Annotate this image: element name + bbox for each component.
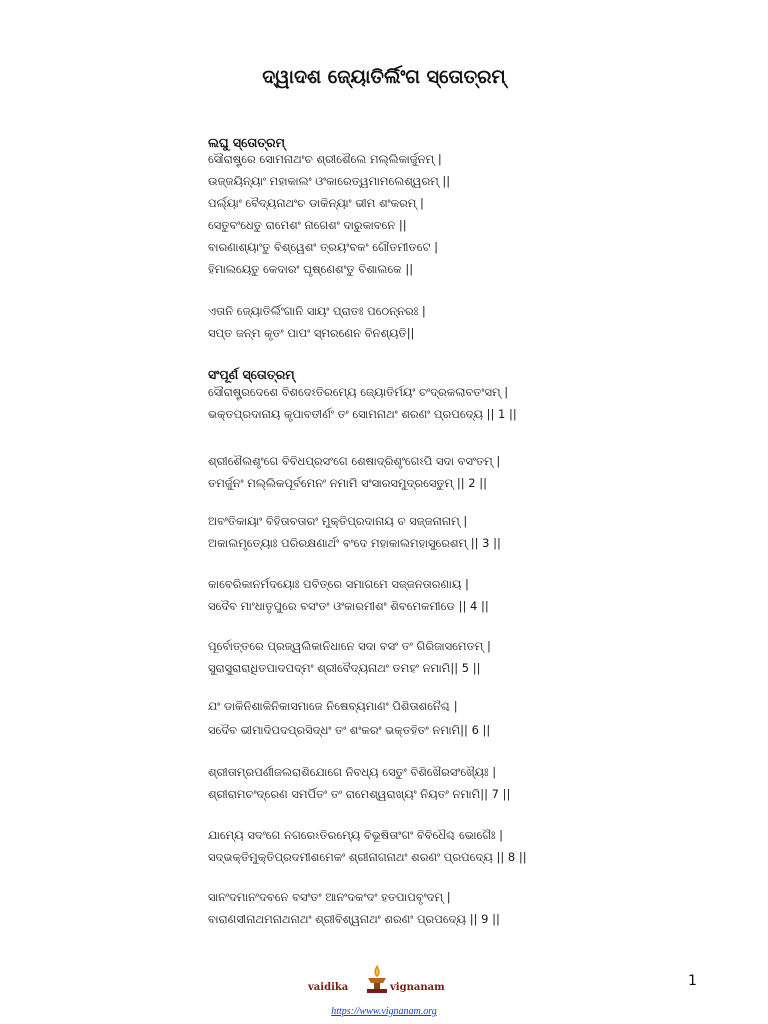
page-title: ଦ୍ୱାଦଶ ଜ୍ୟୋତିର୍ଲିଂଗ ସ୍ତୋତ୍ରମ୍: [262, 66, 506, 88]
vignanam-logo: [308, 964, 460, 1006]
verse-line: ଶ୍ରୀରାମଚଂଦ୍ରେଣ ସମର୍ପିତଂ ତଂ ରାମେଶ୍ୱରାଖ୍ୟଂ ନିୟତଂ ନମାମି|| 7 ||: [208, 787, 511, 801]
verse-line: ପୂର୍ବୋତ୍ତରେ ପ୍ରଜ୍ୱଲିକାନିଧାନେ ସଦା ବସଂ ତଂ ଗିରିଜାସମେତମ୍ |: [208, 639, 491, 653]
verse-line: ଏତାନି ଜ୍ୟୋତିର୍ଲିଂଗାନି ସାୟଂ ପ୍ରାତଃ ପଠେନ୍ନରଃ |: [208, 304, 426, 318]
logo-text-left: vaidika: [308, 982, 349, 993]
footer-link[interactable]: https://www.vignanam.org: [331, 1006, 437, 1017]
section-heading-laghu: ଲଘୁ ସ୍ତୋତ୍ରମ୍: [208, 135, 286, 150]
verse-line: ଭକ୍ତପ୍ରଦାନାୟ କୃପାବତୀର୍ଣଂ ତଂ ସୋମନାଥଂ ଶରଣଂ ପ୍ରପଦ୍ୟେ || 1 ||: [208, 407, 517, 421]
verse-line: ସୌରାଷ୍ଟ୍ରେ ସୋମନାଥଂଚ ଶ୍ରୀଶୈଲେ ମଲ୍ଲିକାର୍ଜୁନମ୍ |: [208, 152, 442, 166]
verse-line: ବାରଣାଶ୍ୟାଂତୁ ବିଶ୍ୱେଶଂ ତ୍ରୟଂବକଂ ଗୌତମୀତଟେ |: [208, 240, 438, 254]
verse-line: ଯାମ୍ୟେ ସଦଂଗେ ନଗରେଽତିରମ୍ୟେ ବିଭୂଷିତାଂଗଂ ବିବିଧୈଶ୍ଚ ଭୋଗୈଃ |: [208, 828, 504, 842]
verse-line: ଶ୍ରୀଶୈଲଶୃଂଗେ ବିବିଧପ୍ରସଂଗେ ଶେଷାଦ୍ରିଶୃଂଗେଽପି ସଦା ବସଂତମ୍ |: [208, 454, 501, 468]
verse-line: ସେତୁବଂଧେତୁ ରାମେଶଂ ନାଗେଶଂ ଦାରୁକାବନେ ||: [208, 218, 407, 232]
page-number: 1: [688, 973, 697, 989]
logo-text-right: vignanam: [390, 982, 445, 993]
verse-line: ସପ୍ତ ଜନ୍ମ କୃତଂ ପାପଂ ସ୍ମରଣେନ ବିନଶ୍ୟତି||: [208, 326, 415, 340]
verse-line: ଯଂ ଡାକିନିଶାକିନିକାସମାଜେ ନିଷେବ୍ୟମାଣଂ ପିଶିତାଶନୈଶ୍ଚ |: [208, 699, 458, 713]
verse-line: ହିମାଲୟେତୁ କେଦାରଂ ଘୃଷ୍ଣେଶଂତୁ ବିଶାଲକେ ||: [208, 262, 414, 276]
verse-line: ଅବଂତିକାୟାଂ ବିହିତାବତାରଂ ମୁକ୍ତିପ୍ରଦାନାୟ ଚ ସଜ୍ଜନାନାମ୍ |: [208, 514, 468, 528]
verse-line: ବାରାଣସୀନାଥମନାଥନାଥଂ ଶ୍ରୀବିଶ୍ୱନାଥଂ ଶରଣଂ ପ୍ରପଦ୍ୟେ || 9 ||: [208, 912, 500, 926]
verse-line: ସଦୈବ ମାଂଧାତୃପୁରେ ବସଂତଂ ଓଂକାରମୀଶଂ ଶିବମେକମୀଡେ || 4 ||: [208, 599, 489, 613]
lamp-icon: [364, 964, 390, 994]
verse-line: ସାନଂଦମାନଂଦବନେ ବସଂତଂ ଆନଂଦକଂଦଂ ହତପାପବୃଂଦମ୍ |: [208, 890, 451, 904]
verse-line: ସୌରାଷ୍ଟ୍ରଦେଶେ ବିଶଦେଽତିରମ୍ୟେ ଜ୍ୟୋତିର୍ମୟଂ ଚଂଦ୍ରକଲାବତଂସମ୍ |: [208, 385, 509, 399]
verse-line: ଶ୍ରୀତାମ୍ରପର୍ଣୀଜଲରାଶିଯୋଗେ ନିବଧ୍ୟ ସେତୁଂ ବିଶିଖୈରସଂଖ୍ୟୈଃ |: [208, 765, 497, 779]
verse-line: ସଦୈବ ଭୀମାଦିପଦପ୍ରସିଦ୍ଧଂ ତଂ ଶଂକରଂ ଭକ୍ତହିତଂ ନମାମି|| 6 ||: [208, 723, 491, 737]
verse-line: ଉଜ୍ଜୟିନ୍ୟାଂ ମହାକାଲଂ ଓଂକାରେତ୍ୱମାମଲେଶ୍ୱରମ୍ ||: [208, 174, 451, 188]
verse-line: ତମର୍ଜୁନଂ ମଲ୍ଲିକପୂର୍ବମେନଂ ନମାମି ସଂସାରସମୁଦ୍ରସେତୁମ୍ || 2 ||: [208, 476, 488, 490]
verse-line: କାବେରିକାନର୍ମଦୟୋଃ ପବିତ୍ରେ ସମାଗମେ ସଜ୍ଜନତାରଣାୟ |: [208, 577, 469, 591]
verse-line: ଅକାଲମୃତ୍ୟୋଃ ପରିରକ୍ଷଣାର୍ଥଂ ବଂଦେ ମହାକାଲମହାସୁରେଶମ୍ || 3 ||: [208, 536, 501, 550]
section-heading-sampurna: ସଂପୂର୍ଣ ସ୍ତୋତ୍ରମ୍: [208, 367, 295, 382]
verse-line: ସୁରାସୁରାରାଧିତପାଦପଦ୍ମଂ ଶ୍ରୀବୈଦ୍ୟନାଥଂ ତମହଂ ନମାମି|| 5 ||: [208, 661, 481, 675]
verse-line: ସଦ୍ଭକ୍ତିମୁକ୍ତିପ୍ରଦମୀଶମେକଂ ଶ୍ରୀନାଗନାଥଂ ଶରଣଂ ପ୍ରପଦ୍ୟେ || 8 ||: [208, 850, 527, 864]
verse-line: ପର୍ଲ୍ୟାଂ ବୈଦ୍ୟନାଥଂଚ ଡାକିନ୍ୟାଂ ଭୀମ ଶଂକରମ୍ |: [208, 196, 424, 210]
